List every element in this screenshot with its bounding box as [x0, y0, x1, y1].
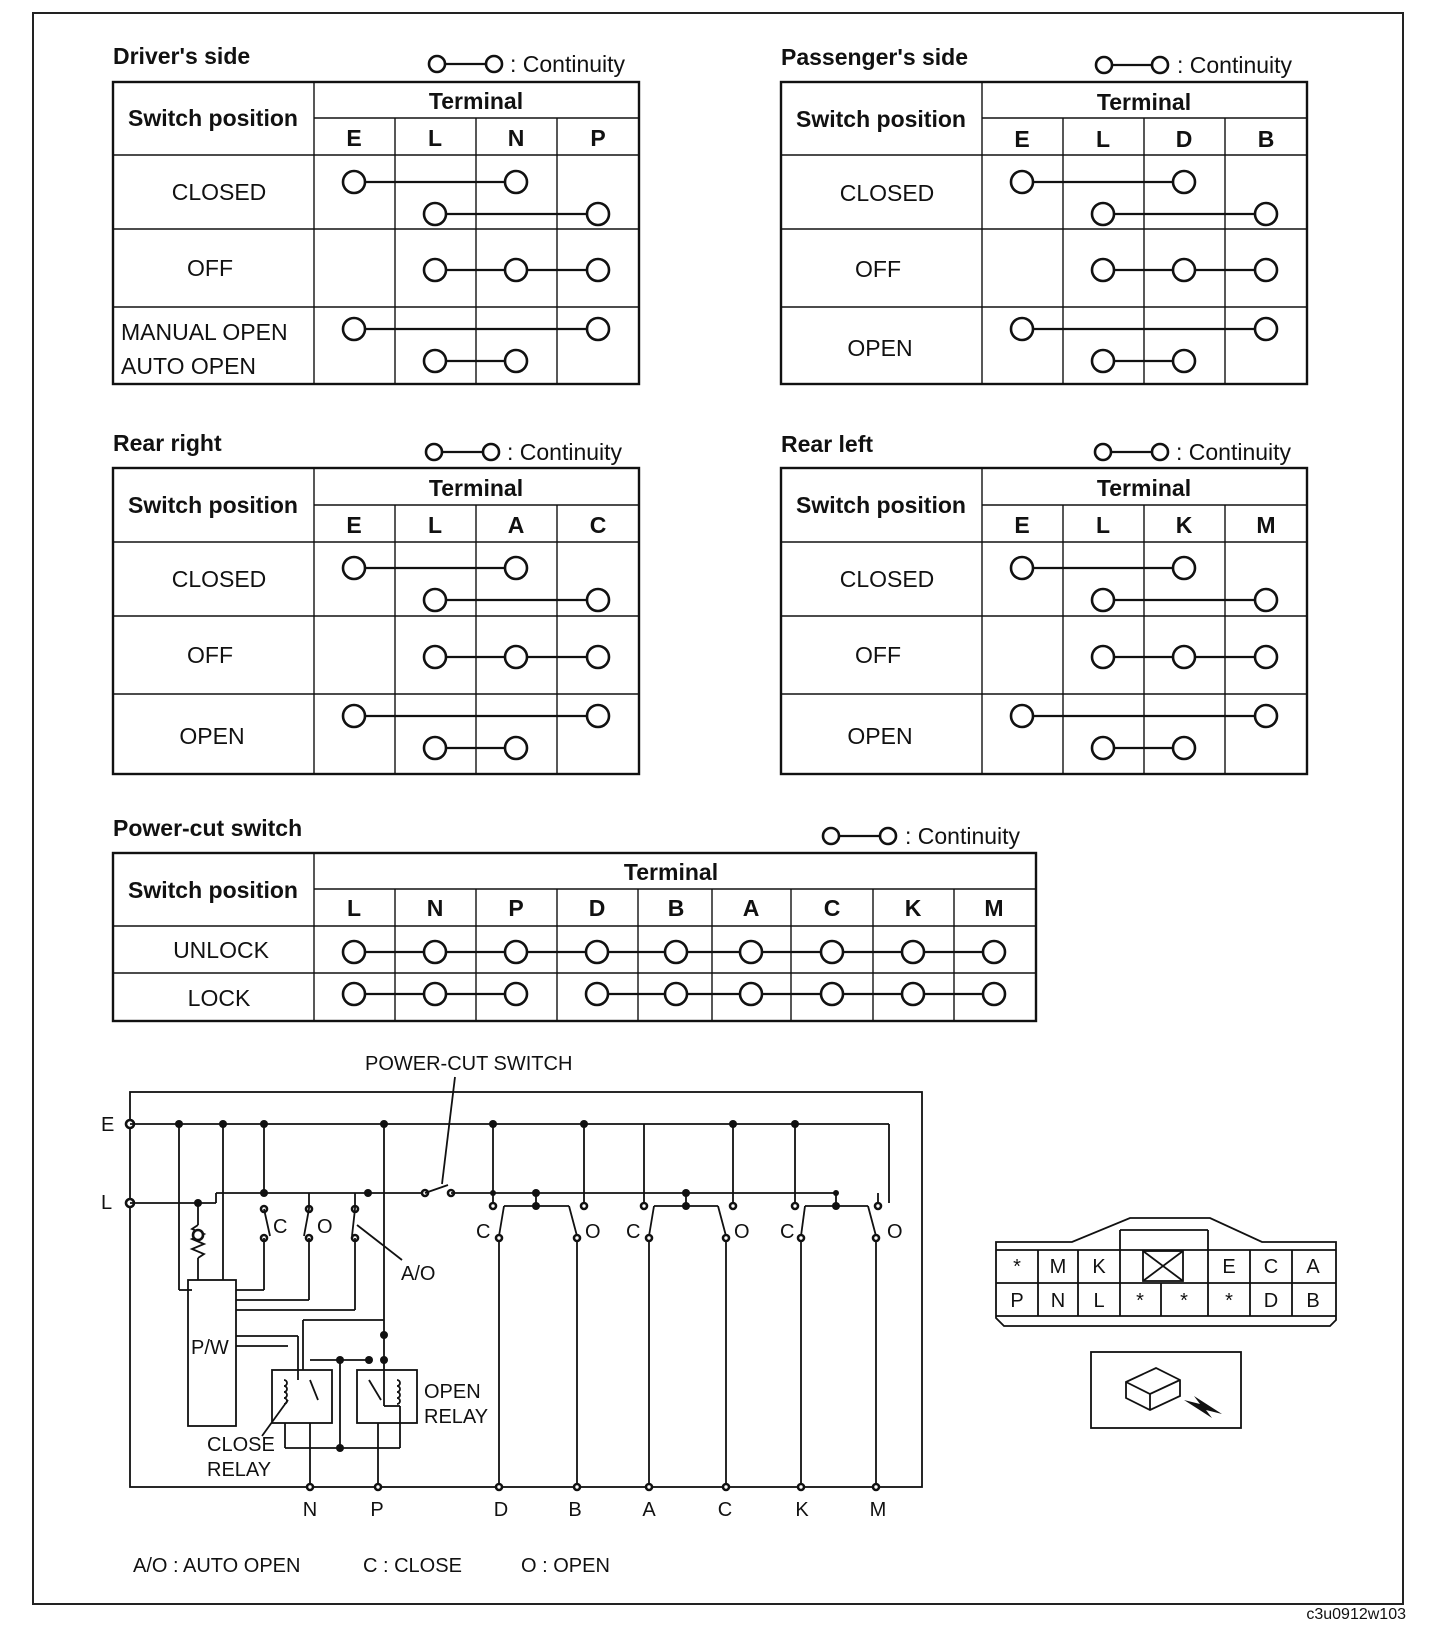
table-title: Rear right — [113, 430, 222, 456]
continuity-point — [343, 171, 365, 193]
continuity-point — [505, 171, 527, 193]
terminal-label: E — [1014, 126, 1030, 152]
continuity-point — [505, 350, 527, 372]
terminal-header: Terminal — [428, 475, 524, 501]
terminal-label: A — [507, 512, 525, 538]
terminal-header: Terminal — [428, 88, 524, 114]
terminal-label: E — [346, 125, 362, 151]
ao-switch-label: A/O — [401, 1263, 436, 1285]
terminal-label: A — [742, 895, 760, 921]
row-label: OPEN — [847, 723, 913, 749]
table-title: Passenger's side — [781, 44, 969, 70]
legend-circle — [486, 56, 502, 72]
terminal-label: K — [904, 895, 922, 921]
circuit-diagram — [101, 1053, 922, 1577]
switch-position-header: Switch position — [796, 106, 966, 132]
terminal-label: L — [1095, 126, 1111, 152]
table-rear-left — [781, 431, 1307, 774]
open-contact-label: O — [734, 1221, 750, 1243]
connector-pin: L — [1093, 1290, 1105, 1312]
table-title: Driver's side — [113, 43, 251, 69]
terminal-label: B — [667, 895, 685, 921]
row-label: OFF — [855, 256, 901, 282]
row-label: OFF — [855, 642, 901, 668]
row-label: CLOSED — [171, 566, 267, 592]
key-close: C : CLOSE — [363, 1555, 462, 1577]
terminal-label: E — [346, 512, 362, 538]
terminal-label: L — [427, 125, 443, 151]
close-contact-label: C — [780, 1221, 795, 1243]
power-cut-switch-label: POWER-CUT SWITCH — [365, 1053, 573, 1075]
continuity-point — [424, 259, 446, 281]
terminal-header: Terminal — [1096, 89, 1192, 115]
row-label: LOCK — [187, 985, 251, 1011]
key-auto-open: A/O : AUTO OPEN — [133, 1555, 301, 1577]
close-relay-label: CLOSE — [207, 1434, 275, 1456]
legend-text: : Continuity — [905, 823, 1021, 849]
connector-pinout — [996, 1218, 1336, 1428]
switch-position-header: Switch position — [128, 877, 298, 903]
row-label: OFF — [187, 255, 233, 281]
row-label: OFF — [187, 642, 233, 668]
close-contact-label: C — [476, 1221, 491, 1243]
continuity-legend — [429, 51, 626, 77]
pw-label: P/W — [191, 1337, 229, 1359]
terminal-e-label: E — [101, 1114, 115, 1136]
continuity-point — [505, 259, 527, 281]
close-relay-label: RELAY — [207, 1459, 272, 1481]
terminal-label: L — [346, 895, 362, 921]
terminal-label: M — [1256, 512, 1276, 538]
key-open: O : OPEN — [521, 1555, 610, 1577]
switch-position-header: Switch position — [796, 492, 966, 518]
o-switch-label: O — [317, 1216, 333, 1238]
connector-pin: C — [1263, 1256, 1279, 1278]
bottom-terminal-label: A — [642, 1499, 656, 1521]
connector-pin: E — [1222, 1256, 1236, 1278]
figure-code: c3u0912w103 — [1306, 1606, 1406, 1623]
connector-pin: D — [1263, 1290, 1279, 1312]
switch-position-header: Switch position — [128, 492, 298, 518]
terminal-label: P — [590, 125, 606, 151]
terminal-label: E — [1014, 512, 1030, 538]
door-switch-pair-3 — [780, 1124, 903, 1487]
continuity-legend — [1095, 439, 1292, 465]
bottom-terminal-label: P — [370, 1499, 384, 1521]
connector-pin: * — [1225, 1290, 1233, 1312]
terminal-label: N — [507, 125, 525, 151]
terminal-label: P — [508, 895, 524, 921]
terminal-label: D — [588, 895, 606, 921]
row-label: OPEN — [179, 723, 245, 749]
close-relay — [272, 1370, 332, 1423]
continuity-legend — [426, 439, 623, 465]
open-contact-label: O — [887, 1221, 903, 1243]
legend-text: : Continuity — [510, 51, 626, 77]
table-title: Rear left — [781, 431, 874, 457]
connector-pin: B — [1306, 1290, 1320, 1312]
c-switch-label: C — [273, 1216, 288, 1238]
open-contact-label: O — [585, 1221, 601, 1243]
bottom-terminal-label: C — [717, 1499, 733, 1521]
legend-text: : Continuity — [1177, 52, 1293, 78]
terminal-l-label: L — [101, 1192, 113, 1214]
bottom-terminal-label: K — [795, 1499, 809, 1521]
bottom-terminal-label: N — [302, 1499, 318, 1521]
terminal-label: L — [427, 512, 443, 538]
connector-pin: * — [1180, 1290, 1188, 1312]
connector-pin: N — [1050, 1290, 1066, 1312]
door-switch-pair-1 — [476, 1124, 601, 1487]
continuity-point — [587, 203, 609, 225]
continuity-point — [587, 318, 609, 340]
row-label: CLOSED — [171, 179, 267, 205]
table-power-cut-switch — [113, 815, 1036, 1021]
connector-pin: A — [1306, 1256, 1320, 1278]
terminal-label: C — [589, 512, 607, 538]
continuity-point — [424, 350, 446, 372]
legend-text: : Continuity — [507, 439, 623, 465]
row-label: AUTO OPEN — [121, 353, 257, 379]
continuity-legend — [1096, 52, 1293, 78]
connector-pin: M — [1049, 1256, 1067, 1278]
table-title: Power-cut switch — [113, 815, 303, 841]
connector-pin: * — [1136, 1290, 1144, 1312]
row-label: MANUAL OPEN — [121, 319, 288, 345]
legend-circle — [429, 56, 445, 72]
row-label: UNLOCK — [173, 937, 269, 963]
terminal-label: N — [426, 895, 444, 921]
terminal-label: L — [1095, 512, 1111, 538]
terminal-header: Terminal — [623, 859, 719, 885]
continuity-point — [424, 203, 446, 225]
bottom-terminal-label: D — [493, 1499, 509, 1521]
terminal-header: Terminal — [1096, 475, 1192, 501]
connector-pin: K — [1092, 1256, 1106, 1278]
continuity-point — [587, 259, 609, 281]
terminal-label: B — [1257, 126, 1275, 152]
open-relay-label: OPEN — [424, 1381, 481, 1403]
row-label: CLOSED — [839, 566, 935, 592]
table-drivers-side — [113, 43, 639, 384]
continuity-legend — [823, 823, 1021, 849]
connector-pin: * — [1013, 1256, 1021, 1278]
door-switch-pair-2 — [626, 1124, 750, 1487]
open-relay-label: RELAY — [424, 1406, 489, 1428]
row-label: CLOSED — [839, 180, 935, 206]
table-rear-right — [113, 430, 639, 774]
bottom-terminal-label: B — [568, 1499, 582, 1521]
continuity-point — [343, 318, 365, 340]
open-relay — [357, 1370, 417, 1423]
connector-pin: P — [1010, 1290, 1024, 1312]
terminal-label: D — [1175, 126, 1193, 152]
terminal-label: K — [1175, 512, 1193, 538]
close-contact-label: C — [626, 1221, 641, 1243]
row-label: OPEN — [847, 335, 913, 361]
terminal-label: M — [984, 895, 1004, 921]
terminal-label: C — [823, 895, 841, 921]
bottom-terminal-label: M — [869, 1499, 887, 1521]
switch-position-header: Switch position — [128, 105, 298, 131]
legend-text: : Continuity — [1176, 439, 1292, 465]
table-passengers-side — [781, 44, 1307, 384]
connector-view-icon — [1091, 1352, 1241, 1428]
